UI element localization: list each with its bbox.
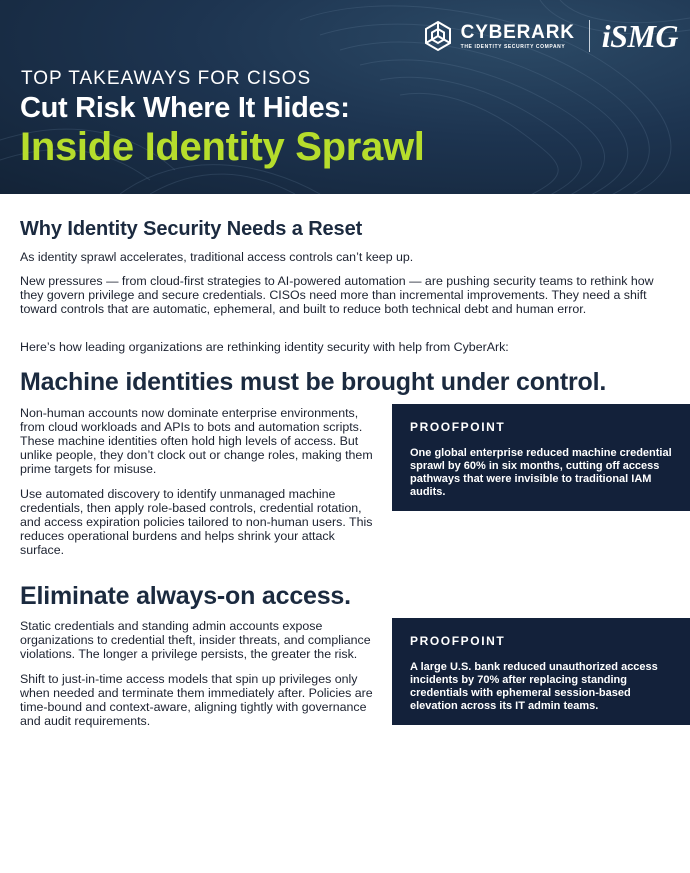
cyberark-hexagon-icon — [422, 20, 454, 52]
machine-paragraph-1: Non-human accounts now dominate enterprise environments, from cloud workloads and APIs to bots and automation scripts. These machine identities often hold high levels of access. But unlike people, they don’t clock out or change roles, making them prime targets for misuse. — [20, 406, 373, 476]
cyberark-wordmark: CYBERARK — [460, 21, 575, 43]
reset-paragraph-1: As identity sprawl accelerates, traditional access controls can’t keep up. — [20, 250, 414, 264]
machine-paragraph-2: Use automated discovery to identify unmanaged machine credentials, then apply role-based controls, credential rotation, and access expiration policies tailored to non-human users. This reduces operational burdens and helps shrink your attack surface. — [20, 487, 373, 557]
cyberark-tagline: THE IDENTITY SECURITY COMPANY — [460, 43, 566, 50]
logo-row — [422, 18, 678, 54]
proofpoint-label: PROOFPOINT — [410, 420, 506, 434]
ismg-logo: iSMG — [601, 18, 678, 54]
hero-banner — [0, 0, 690, 194]
access-paragraph-2: Shift to just-in-time access models that spin up privileges only when needed and terminate them immediately after. Policies are time-bound and context-aware, aligning tightly with governance and audit requirements. — [20, 672, 373, 728]
machine-proofpoint-box — [392, 404, 690, 511]
machine-body — [20, 406, 380, 568]
machine-heading: Machine identities must be brought under control. — [20, 368, 607, 396]
reset-paragraph-2: New pressures — from cloud-first strategies to AI-powered automation — are pushing security teams to rethink how they govern privilege and secure credentials. CISOs need more than incremental improvements. They need a shift toward controls that are automatic, ephemeral, and built to reduce both technical debt and human error. — [20, 274, 654, 316]
proofpoint-text: A large U.S. bank reduced unauthorized access incidents by 70% after replacing standing credentials with ephemeral session-based elevation across its IT admin teams. — [410, 661, 658, 712]
page-title-line1: Cut Risk Where It Hides: — [20, 92, 350, 124]
access-proofpoint-box — [392, 618, 690, 725]
access-body — [20, 619, 380, 739]
logo-divider — [589, 20, 590, 52]
access-paragraph-1: Static credentials and standing admin accounts expose organizations to credential theft, insider threats, and compliance violations. The longer a privilege persists, the greater the risk. — [20, 619, 371, 661]
proofpoint-label: PROOFPOINT — [410, 634, 506, 648]
proofpoint-text: One global enterprise reduced machine credential sprawl by 60% in six months, cutting off access pathways that were invisible to traditional IAM audits. — [410, 447, 672, 498]
reset-heading: Why Identity Security Needs a Reset — [20, 218, 363, 240]
access-heading: Eliminate always-on access. — [20, 582, 351, 610]
reset-paragraph-3: Here’s how leading organizations are rethinking identity security with help from CyberArk: — [20, 340, 509, 354]
page-title-line2: Inside Identity Sprawl — [20, 125, 425, 169]
cyberark-logo — [461, 23, 575, 50]
eyebrow-text: TOP TAKEAWAYS FOR CISOS — [21, 68, 312, 89]
